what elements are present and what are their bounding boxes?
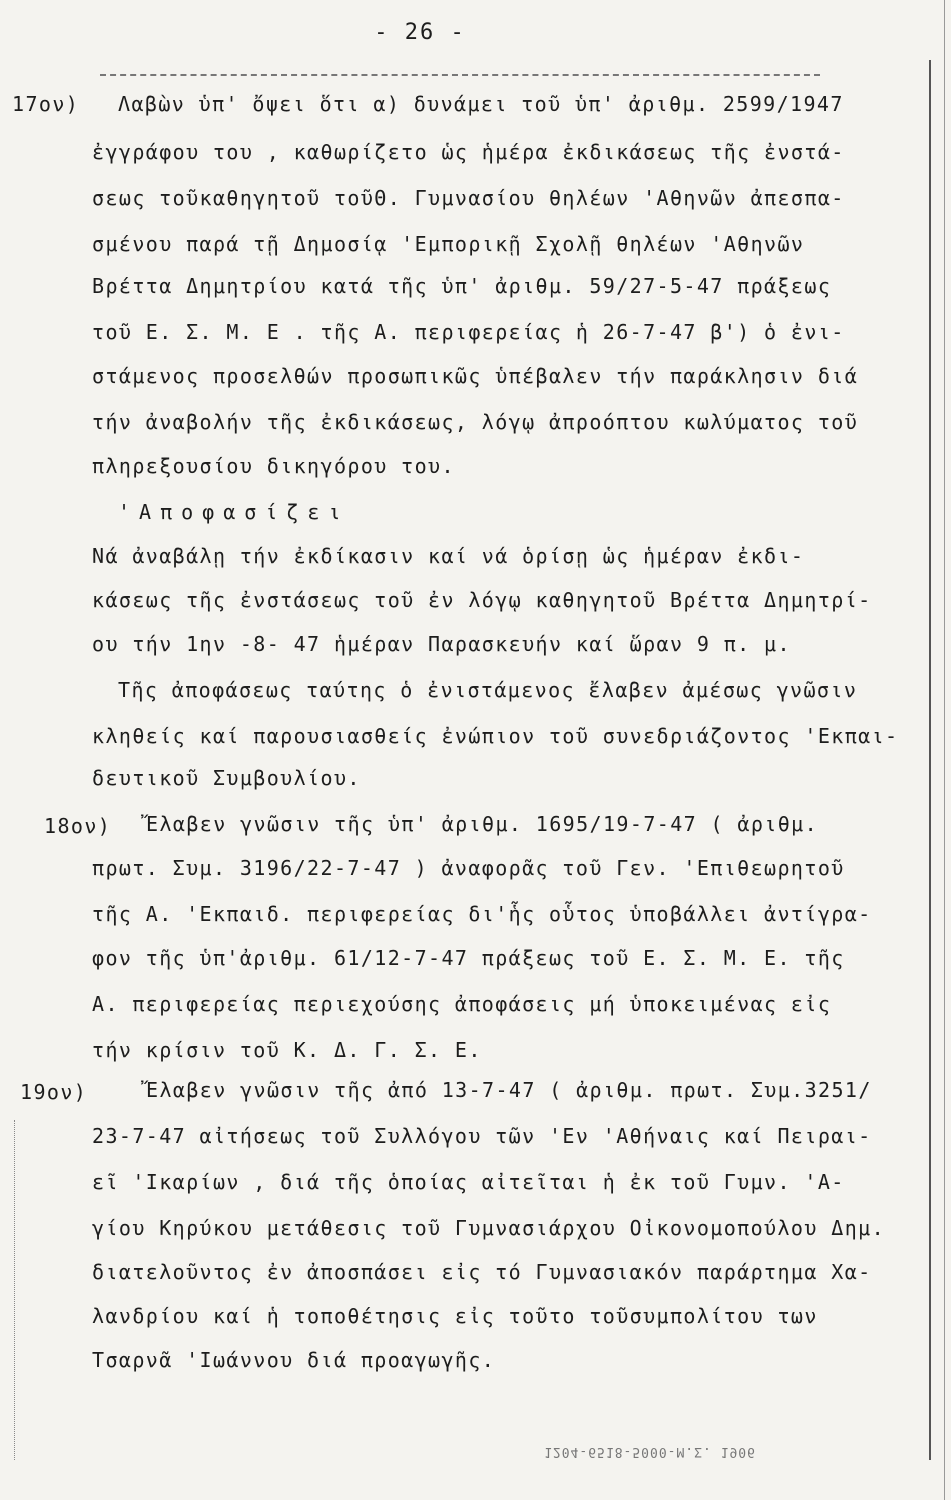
item-number-17: 17ον) [12, 92, 80, 116]
text-line: 23-7-47 αἰτήσεως τοῦ Συλλόγου τῶν 'Εν 'Αθήναις καί Πειραι- [92, 1124, 872, 1148]
text-line: σμένου παρά τῇ Δημοσίᾳ 'Εμπορικῇ Σχολῇ θηλέων 'Αθηνῶν [92, 232, 805, 256]
text-line: γίου Κηρύκου μετάθεσις τοῦ Γυμνασιάρχου Οἰκονομοπούλου Δημ. [92, 1216, 886, 1240]
text-line: διατελοῦντος ἐν ἀποσπάσει εἰς τό Γυμνασιακόν παράρτημα Χα- [92, 1260, 872, 1284]
left-margin-line [14, 1120, 15, 1460]
text-line: στάμενος προσελθών προσωπικῶς ὑπέβαλεν τήν παράκλησιν διά [92, 364, 859, 388]
page-number: - 26 - [374, 20, 466, 45]
text-line: πρωτ. Συμ. 3196/22-7-47 ) ἀναφορᾶς τοῦ Γεν. 'Επιθεωρητοῦ [92, 856, 845, 880]
right-margin-line [929, 60, 931, 1460]
right-page-edge [944, 0, 945, 1500]
text-line: Τῆς ἀποφάσεως ταύτης ὁ ἐνιστάμενος ἔλαβεν ἀμέσως γνῶσιν [118, 678, 858, 702]
item-number-19: 19ον) [20, 1080, 88, 1104]
top-rule [100, 74, 820, 76]
text-line: ου τήν 1ην -8- 47 ἡμέραν Παρασκευήν καί ὥραν 9 π. μ. [92, 632, 791, 656]
text-line: τήν ἀναβολήν τῆς ἐκδικάσεως, λόγῳ ἀπροόπτου κωλύματος τοῦ [92, 410, 859, 434]
text-line: εῖ 'Ικαρίων , διά τῆς ὁποίας αἰτεῖται ἡ ἐκ τοῦ Γυμν. 'Α- [92, 1170, 845, 1194]
text-line: Νά ἀναβάλῃ τήν ἐκδίκασιν καί νά ὁρίσῃ ὡς ἡμέραν ἐκδι- [92, 544, 805, 568]
text-line: δευτικοῦ Συμβουλίου. [92, 766, 361, 790]
decree-heading: 'Αποφασίζει [118, 500, 350, 524]
text-line: τῆς Α. 'Εκπαιδ. περιφερείας δι'ἧς οὗτος ὑποβάλλει ἀντίγρα- [92, 902, 872, 926]
text-line: τήν κρίσιν τοῦ Κ. Δ. Γ. Σ. Ε. [92, 1038, 482, 1062]
text-line: Α. περιφερείας περιεχούσης ἀποφάσεις μή ὑποκειμένας εἰς [92, 992, 832, 1016]
text-line: Ἔλαβεν γνῶσιν τῆς ὑπ' ἀριθμ. 1695/19-7-47 ( ἀριθμ. [146, 812, 819, 836]
item-number-18: 18ον) [44, 814, 112, 838]
text-line: τοῦ Ε. Σ. Μ. Ε . τῆς Α. περιφερείας ἡ 26-7-47 β') ὁ ἐνι- [92, 320, 845, 344]
text-line: Βρέττα Δημητρίου κατά τῆς ὑπ' ἀριθμ. 59/27-5-47 πράξεως [92, 274, 832, 298]
text-line: φον τῆς ὑπ'ἀριθμ. 61/12-7-47 πράξεως τοῦ Ε. Σ. Μ. Ε. τῆς [92, 946, 845, 970]
text-line: Λαβὼν ὑπ' ὄψει ὅτι α) δυνάμει τοῦ ὑπ' ἀριθμ. 2599/1947 [118, 92, 844, 116]
text-line: Τσαρνᾶ 'Ιωάννου διά προαγωγῆς. [92, 1348, 496, 1372]
text-line: ἐγγράφου του , καθωρίζετο ὡς ἡμέρα ἐκδικάσεως τῆς ἐνστά- [92, 140, 845, 164]
text-line: λανδρίου καί ἡ τοποθέτησις εἰς τοῦτο τοῦσυμπολίτου των [92, 1304, 818, 1328]
printer-footer-mark: 1204-6518-5000-Μ.Σ. 1906 [544, 1444, 756, 1459]
text-line: Ἔλαβεν γνῶσιν τῆς ἀπό 13-7-47 ( ἀριθμ. πρωτ. Συμ.3251/ [146, 1078, 872, 1102]
text-line: κάσεως τῆς ἐνστάσεως τοῦ ἐν λόγῳ καθηγητοῦ Βρέττα Δημητρί- [92, 588, 872, 612]
text-line: κληθείς καί παρουσιασθείς ἐνώπιον τοῦ συνεδριάζοντος 'Εκπαι- [92, 724, 899, 748]
text-line: σεως τοῦκαθηγητοῦ τοῦΘ. Γυμνασίου θηλέων 'Αθηνῶν ἀπεσπα- [92, 186, 845, 210]
text-line: πληρεξουσίου δικηγόρου του. [92, 454, 455, 478]
